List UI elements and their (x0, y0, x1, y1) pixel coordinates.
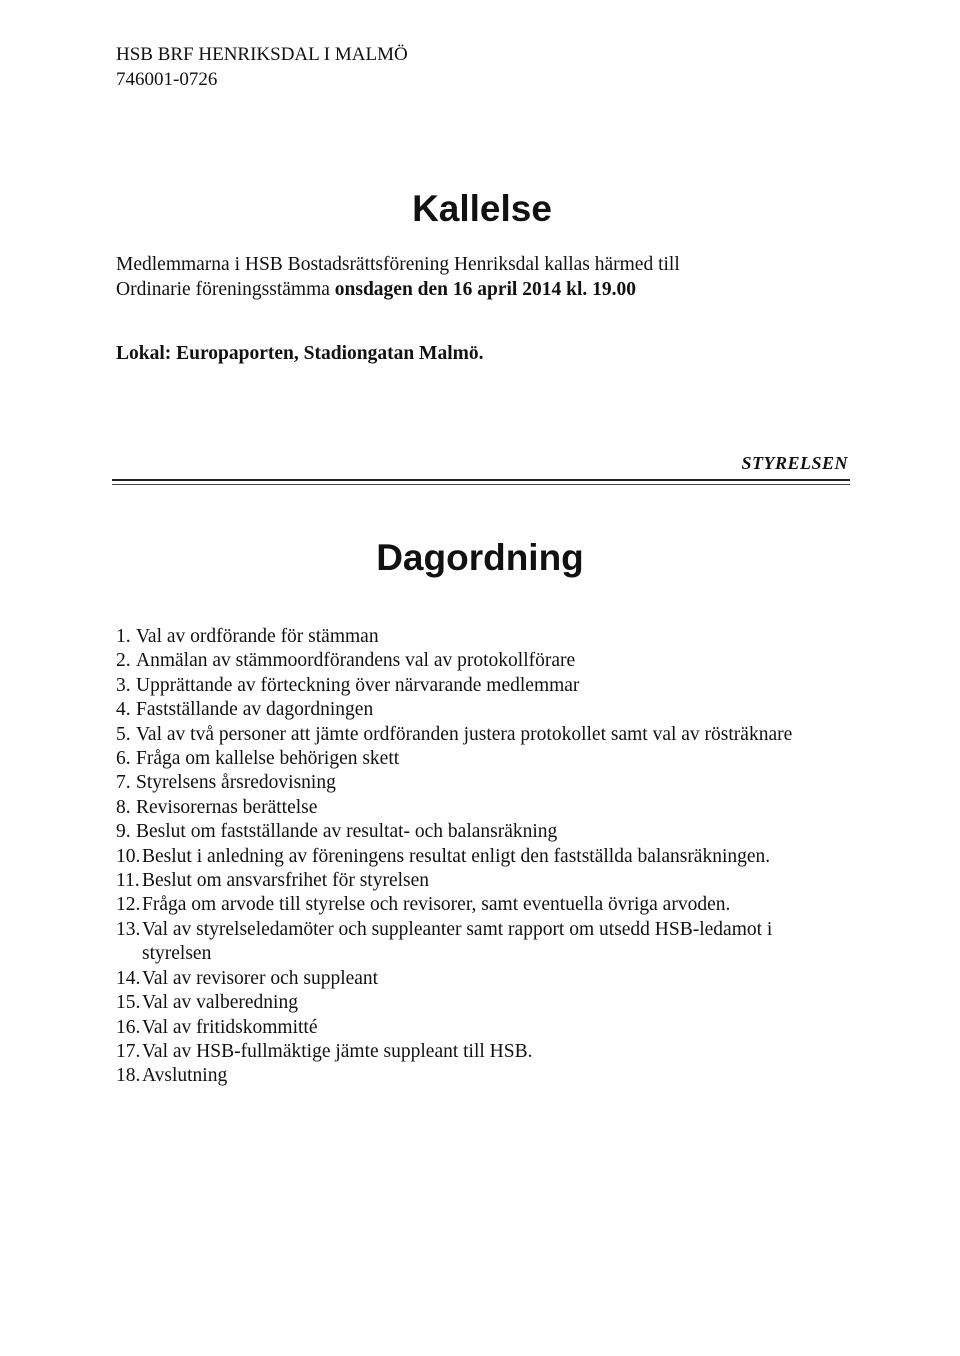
agenda-item-number: 15. (116, 992, 141, 1014)
agenda-item-number: 4. (116, 699, 131, 721)
agenda-item-number: 1. (116, 626, 131, 647)
agenda-item-text: Val av styrelseledamöter och suppleanter samt rapport om utsedd HSB-ledamot i styrelsen (142, 918, 773, 965)
agenda-item (116, 1016, 856, 1040)
intro-line-2-text: Ordinarie föreningsstämma (116, 279, 335, 300)
agenda-item-text: Revisorernas berättelse (136, 796, 318, 818)
agenda-item-text: Avslutning (142, 1065, 228, 1087)
agenda-item (116, 967, 856, 991)
agenda-item-text: Anmälan av stämmoordförandens val av protokollförare (136, 650, 576, 672)
agenda-item (116, 698, 856, 722)
agenda-list (116, 625, 856, 1089)
agenda-item (116, 869, 856, 893)
agenda-item-number: 12. (116, 894, 141, 916)
organization-name: HSB BRF HENRIKSDAL I MALMÖ (116, 44, 408, 65)
agenda-item-number: 9. (116, 821, 131, 843)
meeting-date-time: onsdagen den 16 april 2014 kl. 19.00 (334, 279, 636, 300)
agenda-item (116, 674, 856, 698)
agenda-item-text: Val av ordförande för stämman (136, 626, 379, 647)
agenda-item-number: 16. (116, 1016, 141, 1038)
agenda-item-text: Fråga om kallelse behörigen skett (136, 748, 400, 770)
intro-line-2 (116, 277, 680, 302)
agenda-item-number: 14. (116, 967, 141, 989)
agenda-item-text: Val av valberedning (142, 992, 298, 1014)
agenda-item-number: 5. (116, 723, 131, 745)
agenda-title: Dagordning (376, 537, 584, 578)
agenda-item-number: 2. (116, 650, 131, 672)
agenda-item (116, 918, 856, 967)
agenda-item-number: 6. (116, 748, 131, 770)
agenda-item-text: Beslut om fastställande av resultat- och balansräkning (136, 821, 558, 843)
kallelse-intro (116, 252, 680, 302)
agenda-item (116, 771, 856, 795)
agenda-item-number: 11. (116, 870, 140, 892)
agenda-item (116, 820, 856, 844)
agenda-item-text: Val av revisorer och suppleant (142, 967, 379, 989)
agenda-item-text: Val av HSB-fullmäktige jämte suppleant till HSB. (142, 1040, 533, 1062)
divider (112, 479, 850, 485)
agenda-item-text: Upprättande av förteckning över närvarande medlemmar (136, 674, 580, 696)
agenda-item (116, 845, 856, 869)
agenda-item-number: 8. (116, 796, 131, 818)
agenda-item (116, 1064, 856, 1088)
kallelse-title: Kallelse (412, 188, 552, 229)
intro-line-1: Medlemmarna i HSB Bostadsrättsförening Henriksdal kallas härmed till (116, 254, 680, 275)
agenda-item (116, 747, 856, 771)
agenda-item (116, 991, 856, 1015)
agenda-item-number: 10. (116, 845, 141, 867)
agenda-item-text: Beslut om ansvarsfrihet för styrelsen (142, 870, 430, 892)
organization-header (116, 42, 408, 92)
agenda-item (116, 625, 856, 649)
agenda-item-number: 18. (116, 1065, 141, 1087)
agenda-item-number: 17. (116, 1040, 141, 1062)
agenda-item-text: Val av två personer att jämte ordföranden justera protokollet samt val av rösträknare (136, 723, 793, 745)
signature: STYRELSEN (741, 453, 848, 473)
agenda-item-text: Styrelsens årsredovisning (136, 772, 336, 794)
agenda-item (116, 1040, 856, 1064)
agenda-item-number: 3. (116, 674, 131, 696)
organization-number: 746001-0726 (116, 69, 218, 90)
agenda-item-text: Val av fritidskommitté (142, 1016, 318, 1038)
agenda-item (116, 893, 856, 917)
agenda-item-text: Fråga om arvode till styrelse och revisorer, samt eventuella övriga arvoden. (142, 894, 731, 916)
agenda-item (116, 649, 856, 673)
meeting-venue: Lokal: Europaporten, Stadiongatan Malmö. (116, 343, 484, 364)
agenda-item-text: Beslut i anledning av föreningens resultat enligt den fastställda balansräkningen. (142, 845, 771, 867)
agenda-item-number: 13. (116, 918, 141, 940)
agenda-item-number: 7. (116, 772, 131, 794)
agenda-item (116, 723, 856, 747)
agenda-item (116, 796, 856, 820)
agenda-item-text: Fastställande av dagordningen (136, 699, 374, 721)
